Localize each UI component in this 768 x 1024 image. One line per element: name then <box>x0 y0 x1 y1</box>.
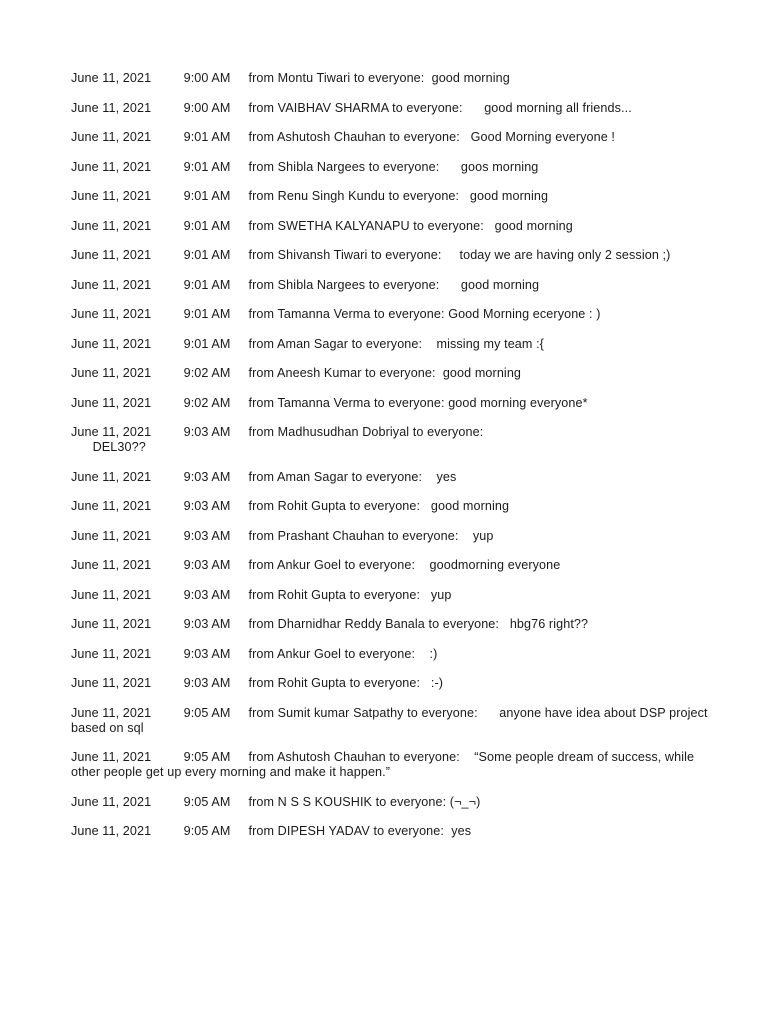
entry-date: June 11, 2021 <box>71 824 152 838</box>
entry-time: 9:03 AM <box>183 676 231 690</box>
entry-date: June 11, 2021 <box>71 307 152 321</box>
entry-time: 9:03 AM <box>183 425 231 439</box>
entry-sender: from Tamanna Verma to everyone: <box>248 307 445 321</box>
chat-entry <box>71 248 711 263</box>
entry-date: June 11, 2021 <box>71 366 152 380</box>
entry-message: good morning <box>431 71 510 85</box>
chat-entry <box>71 824 711 839</box>
chat-entry <box>71 425 711 455</box>
entry-sender: from Sumit kumar Satpathy to everyone: <box>248 705 478 720</box>
entry-sender: from Ashutosh Chauhan to everyone: <box>248 130 460 144</box>
entry-date: June 11, 2021 <box>71 617 152 631</box>
entry-date: June 11, 2021 <box>71 218 152 233</box>
entry-sender: from Rohit Gupta to everyone: <box>248 499 421 513</box>
chat-entry <box>71 470 711 485</box>
entry-sender: from VAIBHAV SHARMA to everyone: <box>248 100 463 115</box>
chat-entry <box>71 750 711 780</box>
entry-message: goos morning <box>460 159 539 174</box>
entry-time: 9:01 AM <box>183 248 231 262</box>
entry-date: June 11, 2021 <box>71 71 152 85</box>
entry-sender: from Tamanna Verma to everyone: <box>248 395 445 410</box>
entry-time: 9:05 AM <box>183 750 231 764</box>
entry-sender: from Ankur Goel to everyone: <box>248 646 416 661</box>
entry-sender: from SWETHA KALYANAPU to everyone: <box>248 218 484 233</box>
entry-sender: from Ankur Goel to everyone: <box>248 558 416 572</box>
entry-time: 9:01 AM <box>183 218 231 233</box>
entry-sender: from Aman Sagar to everyone: <box>248 469 423 484</box>
entry-time: 9:03 AM <box>183 558 231 572</box>
entry-message: hbg76 right?? <box>509 617 589 631</box>
entry-time: 9:05 AM <box>183 794 231 809</box>
entry-time: 9:03 AM <box>183 646 231 661</box>
chat-entry <box>71 499 711 514</box>
entry-message: (¬_¬) <box>449 794 481 809</box>
chat-entry <box>71 366 711 381</box>
entry-time: 9:03 AM <box>183 499 231 513</box>
chat-entry <box>71 189 711 204</box>
entry-time: 9:01 AM <box>183 130 231 144</box>
entry-date: June 11, 2021 <box>71 100 152 115</box>
entry-sender: from Montu Tiwari to everyone: <box>248 71 425 85</box>
entry-sender: from DIPESH YADAV to everyone: <box>248 824 444 838</box>
entry-time: 9:01 AM <box>183 307 231 321</box>
chat-entry <box>71 278 711 293</box>
chat-entry <box>71 307 711 322</box>
entry-time: 9:01 AM <box>183 189 231 203</box>
entry-sender: from Rohit Gupta to everyone: <box>248 587 421 602</box>
entry-date: June 11, 2021 <box>71 794 152 809</box>
entry-time: 9:01 AM <box>183 277 231 292</box>
entry-date: June 11, 2021 <box>71 425 152 439</box>
entry-sender: from Madhusudhan Dobriyal to everyone: <box>248 425 484 439</box>
entry-date: June 11, 2021 <box>71 248 152 262</box>
entry-time: 9:00 AM <box>183 71 231 85</box>
entry-message: yup <box>430 587 452 602</box>
entry-date: June 11, 2021 <box>71 587 152 602</box>
entry-sender: from Shibla Nargees to everyone: <box>248 159 440 174</box>
entry-time: 9:01 AM <box>183 336 231 351</box>
entry-time: 9:03 AM <box>183 617 231 631</box>
entry-time: 9:03 AM <box>183 587 231 602</box>
entry-time: 9:02 AM <box>183 395 231 410</box>
entry-message: yes <box>451 824 472 838</box>
chat-entry <box>71 588 711 603</box>
entry-message: good morning <box>430 499 510 513</box>
entry-time: 9:01 AM <box>183 159 231 174</box>
entry-message: good morning all friends... <box>484 100 632 115</box>
entry-sender: from N S S KOUSHIK to everyone: <box>248 794 447 809</box>
entry-sender: from Rohit Gupta to everyone: <box>248 676 421 690</box>
entry-message: today we are having only 2 session ;) <box>459 248 671 262</box>
entry-message: “Some people dream of success, while other people get up every morning and make it happen.” <box>71 750 698 779</box>
entry-message: :) <box>429 646 438 661</box>
chat-entry <box>71 160 711 175</box>
entry-sender: from Ashutosh Chauhan to everyone: <box>248 750 460 764</box>
entry-time: 9:05 AM <box>183 705 231 720</box>
entry-date: June 11, 2021 <box>71 499 152 513</box>
entry-message: Good Morning eceryone : ) <box>448 307 601 321</box>
entry-sender: from Aman Sagar to everyone: <box>248 336 423 351</box>
entry-sender: from Dharnidhar Reddy Banala to everyone: <box>248 617 500 631</box>
entry-sender: from Aneesh Kumar to everyone: <box>248 366 436 380</box>
entry-date: June 11, 2021 <box>71 189 152 203</box>
entry-sender: from Shibla Nargees to everyone: <box>248 277 440 292</box>
entry-message: missing my team :{ <box>436 336 544 351</box>
entry-sender: from Shivansh Tiwari to everyone: <box>248 248 442 262</box>
entry-message: goodmorning everyone <box>429 558 561 572</box>
entry-date: June 11, 2021 <box>71 159 152 174</box>
entry-date: June 11, 2021 <box>71 750 152 764</box>
entry-date: June 11, 2021 <box>71 676 152 690</box>
chat-entry <box>71 558 711 573</box>
chat-log <box>71 71 711 854</box>
chat-entry <box>71 706 711 736</box>
entry-message: good morning <box>494 218 573 233</box>
chat-entry <box>71 676 711 691</box>
entry-time: 9:05 AM <box>183 824 231 838</box>
entry-time: 9:02 AM <box>183 366 231 380</box>
entry-time: 9:03 AM <box>183 469 231 484</box>
entry-message: anyone have idea about DSP project based on sql <box>71 705 712 735</box>
entry-message: good morning <box>442 366 522 380</box>
entry-date: June 11, 2021 <box>71 558 152 572</box>
chat-entry <box>71 101 711 116</box>
entry-time: 9:00 AM <box>183 100 231 115</box>
chat-entry <box>71 71 711 86</box>
entry-message: Good Morning everyone ! <box>470 130 616 144</box>
chat-entry <box>71 795 711 810</box>
entry-date: June 11, 2021 <box>71 705 152 720</box>
entry-date: June 11, 2021 <box>71 395 152 410</box>
entry-sender: from Prashant Chauhan to everyone: <box>248 528 459 543</box>
chat-entry <box>71 647 711 662</box>
entry-message: good morning <box>460 277 540 292</box>
entry-sender: from Renu Singh Kundu to everyone: <box>248 189 460 203</box>
entry-date: June 11, 2021 <box>71 528 152 543</box>
entry-date: June 11, 2021 <box>71 646 152 661</box>
entry-message: yup <box>472 528 494 543</box>
entry-date: June 11, 2021 <box>71 277 152 292</box>
chat-entry <box>71 396 711 411</box>
chat-entry <box>71 130 711 145</box>
entry-time: 9:03 AM <box>183 528 231 543</box>
entry-message: good morning <box>469 189 549 203</box>
chat-entry <box>71 617 711 632</box>
entry-date: June 11, 2021 <box>71 469 152 484</box>
entry-message: DEL30?? <box>92 440 146 454</box>
entry-message: good morning everyone* <box>448 395 588 410</box>
entry-message: :-) <box>430 676 444 690</box>
chat-entry <box>71 529 711 544</box>
chat-entry <box>71 337 711 352</box>
chat-entry <box>71 219 711 234</box>
entry-date: June 11, 2021 <box>71 130 152 144</box>
entry-date: June 11, 2021 <box>71 336 152 351</box>
entry-message: yes <box>436 469 457 484</box>
